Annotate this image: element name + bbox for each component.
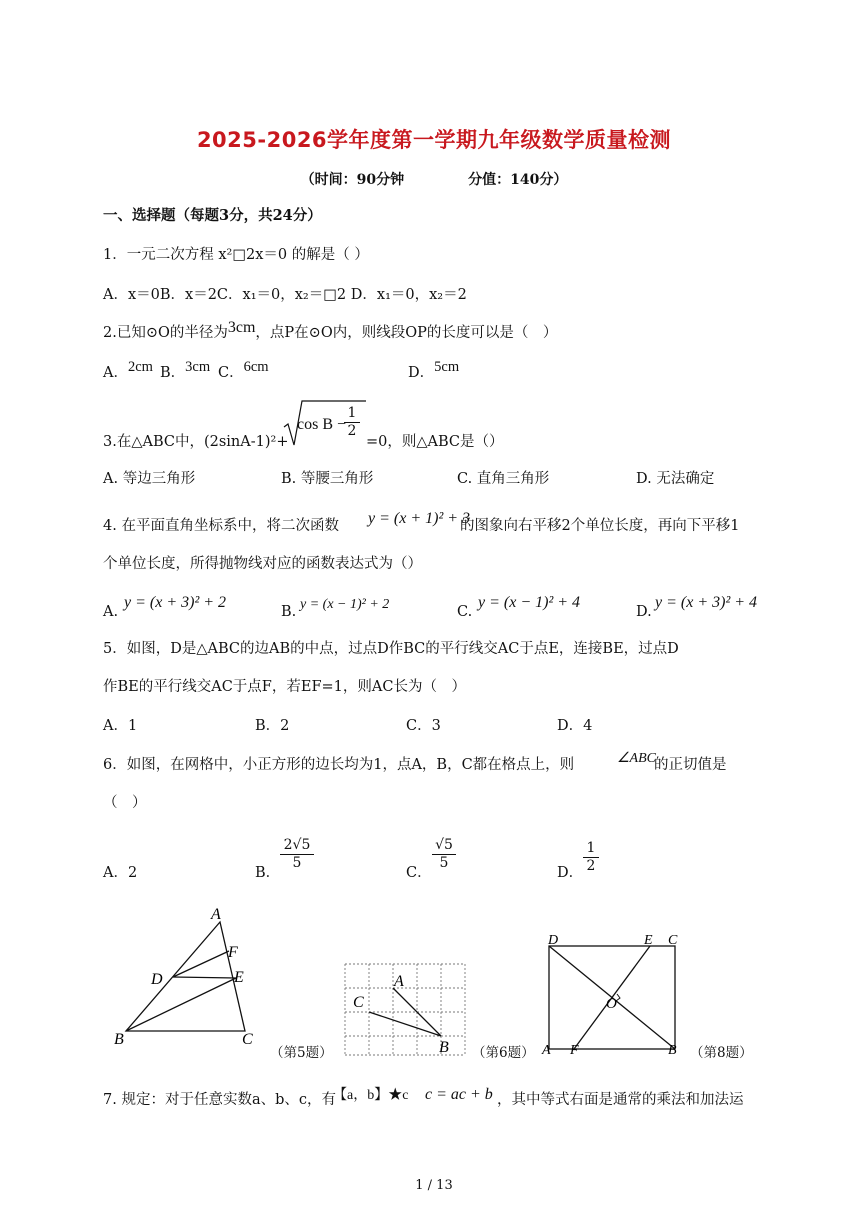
question-7-formula: c = ac + b xyxy=(425,1086,493,1103)
question-2-radius: 3cm xyxy=(227,319,256,336)
section-heading: 一、选择题（每题3分，共24分） xyxy=(103,207,322,224)
point-label: C xyxy=(242,1031,253,1048)
question-2-option-c xyxy=(218,359,269,382)
question-4-option-c: y = (x − 1)² + 4 xyxy=(478,594,581,611)
fraction-denominator: 5 xyxy=(439,855,449,871)
question-6-stem-end: 的正切值是 xyxy=(654,757,727,773)
question-4-function: y = (x + 1)² + 3 xyxy=(368,510,471,527)
option-label: C． xyxy=(218,365,244,381)
option-label: D． xyxy=(408,365,435,381)
point-label: E xyxy=(644,933,653,948)
question-6-option-c xyxy=(432,837,456,872)
point-label: B xyxy=(668,1043,677,1058)
fraction-numerator: √5 xyxy=(432,837,456,855)
option-label: B. xyxy=(281,604,297,620)
page-title: 2025-2026学年度第一学期九年级数学质量检测 xyxy=(196,128,672,152)
question-7-stem-start: 7. 规定：对于任意实数a、b、c，有 xyxy=(103,1092,336,1108)
option-value: 5cm xyxy=(434,359,460,375)
point-label: A xyxy=(211,906,221,923)
fraction-numerator: 1 xyxy=(344,405,360,423)
question-4-stem-end: 个单位长度，所得抛物线对应的函数表达式为（） xyxy=(103,556,422,572)
question-3-radicand: cos B − xyxy=(297,416,347,433)
question-3-option-d: D. 无法确定 xyxy=(636,471,715,487)
point-label: B xyxy=(439,1039,449,1056)
question-3-option-b: B. 等腰三角形 xyxy=(281,471,374,487)
point-label: F xyxy=(228,944,238,961)
question-7-operation: 【a，b】★c xyxy=(333,1088,409,1103)
question-3-fraction xyxy=(344,405,360,440)
point-label: F xyxy=(570,1043,579,1058)
question-5-stem-line1: 5．如图，D是△ABC的边AB的中点，过点D作BC的平行线交AC于点E，连接BE，过点D xyxy=(103,641,679,657)
point-label: C xyxy=(353,994,364,1011)
point-label: B xyxy=(114,1031,124,1048)
question-3-stem-start: 3.在△ABC中，(2sinA-1)²+ xyxy=(103,434,289,450)
point-label: C xyxy=(668,933,678,948)
question-4-stem-mid: 的图象向右平移2个单位长度，再向下平移1 xyxy=(460,518,740,534)
question-3-option-a: A. 等边三角形 xyxy=(103,471,196,487)
question-2-option-b xyxy=(160,359,211,382)
figure-5-caption: （第5题） xyxy=(270,1045,333,1061)
question-2-stem-end: ，点P在⊙O内，则线段OP的长度可以是（ ） xyxy=(255,325,558,341)
fraction-numerator: 2√5 xyxy=(280,837,314,855)
question-6-angle: ∠ABC xyxy=(617,751,656,766)
fraction-denominator: 5 xyxy=(292,855,302,871)
question-5-option-c: C．3 xyxy=(406,718,441,734)
page-number: 1 / 13 xyxy=(415,1178,453,1193)
exam-score: 分值：140分） xyxy=(468,172,568,188)
question-2-option-d xyxy=(408,359,460,382)
question-4-option-b: y = (x − 1)² + 2 xyxy=(300,597,390,612)
question-6-option-a: A．2 xyxy=(103,865,138,881)
option-label: A． xyxy=(103,365,128,381)
figure-6-grid xyxy=(340,960,472,1060)
question-1-options: A．x＝0B．x＝2C．x₁＝0，x₂＝□2 D．x₁＝0，x₂＝2 xyxy=(103,287,467,303)
question-6-option-b xyxy=(280,837,314,872)
question-3-stem-end: =0，则△ABC是（） xyxy=(366,434,504,450)
question-2-option-a xyxy=(103,359,153,382)
option-label: A. xyxy=(103,604,119,620)
question-4-option-d: y = (x + 3)² + 4 xyxy=(655,594,758,611)
fraction-denominator: 2 xyxy=(347,423,357,439)
question-6-option-d xyxy=(583,840,599,875)
option-label: C． xyxy=(406,865,432,881)
question-5-option-b: B．2 xyxy=(255,718,290,734)
question-2-stem-start: 2.已知⊙O的半径为 xyxy=(103,325,228,341)
option-label: D． xyxy=(557,865,584,881)
question-2-stem xyxy=(103,319,558,342)
question-4-stem-start: 4. 在平面直角坐标系中，将二次函数 xyxy=(103,518,339,534)
question-4-option-a: y = (x + 3)² + 2 xyxy=(124,594,227,611)
fraction-numerator: 1 xyxy=(583,840,599,858)
question-6-stem-paren: （ ） xyxy=(103,795,147,811)
option-label: C. xyxy=(457,604,473,620)
exam-meta xyxy=(0,169,868,189)
figure-8-rectangle xyxy=(540,928,700,1063)
question-5-stem-line2: 作BE的平行线交AC于点F，若EF=1，则AC长为（ ） xyxy=(103,679,466,695)
point-label: E xyxy=(234,969,244,986)
exam-time: （时间：90分钟 xyxy=(300,172,405,188)
fraction-denominator: 2 xyxy=(586,858,596,874)
option-label: B． xyxy=(160,365,186,381)
point-label: A xyxy=(542,1043,551,1058)
option-label: B． xyxy=(255,865,281,881)
point-label: D xyxy=(548,933,559,948)
question-7-stem-end: ，其中等式右面是通常的乘法和加法运 xyxy=(497,1092,744,1108)
question-5-option-d: D．4 xyxy=(557,718,593,734)
option-value: 6cm xyxy=(243,359,269,375)
question-1-stem: 1．一元二次方程 x²□2x＝0 的解是（ ） xyxy=(103,247,369,263)
option-value: 3cm xyxy=(185,359,211,375)
question-3-option-c: C. 直角三角形 xyxy=(457,471,550,487)
point-label: D xyxy=(151,971,163,988)
question-6-stem-start: 6．如图，在网格中，小正方形的边长均为1，点A，B，C都在格点上，则 xyxy=(103,757,575,773)
question-5-option-a: A．1 xyxy=(103,718,138,734)
option-label: D. xyxy=(636,604,652,620)
figure-8-caption: （第8题） xyxy=(690,1045,753,1061)
figure-5-triangle xyxy=(108,902,268,1052)
option-value: 2cm xyxy=(127,359,153,375)
point-label: A xyxy=(394,973,404,990)
figure-6-caption: （第6题） xyxy=(472,1045,535,1061)
point-label: O xyxy=(606,996,617,1012)
